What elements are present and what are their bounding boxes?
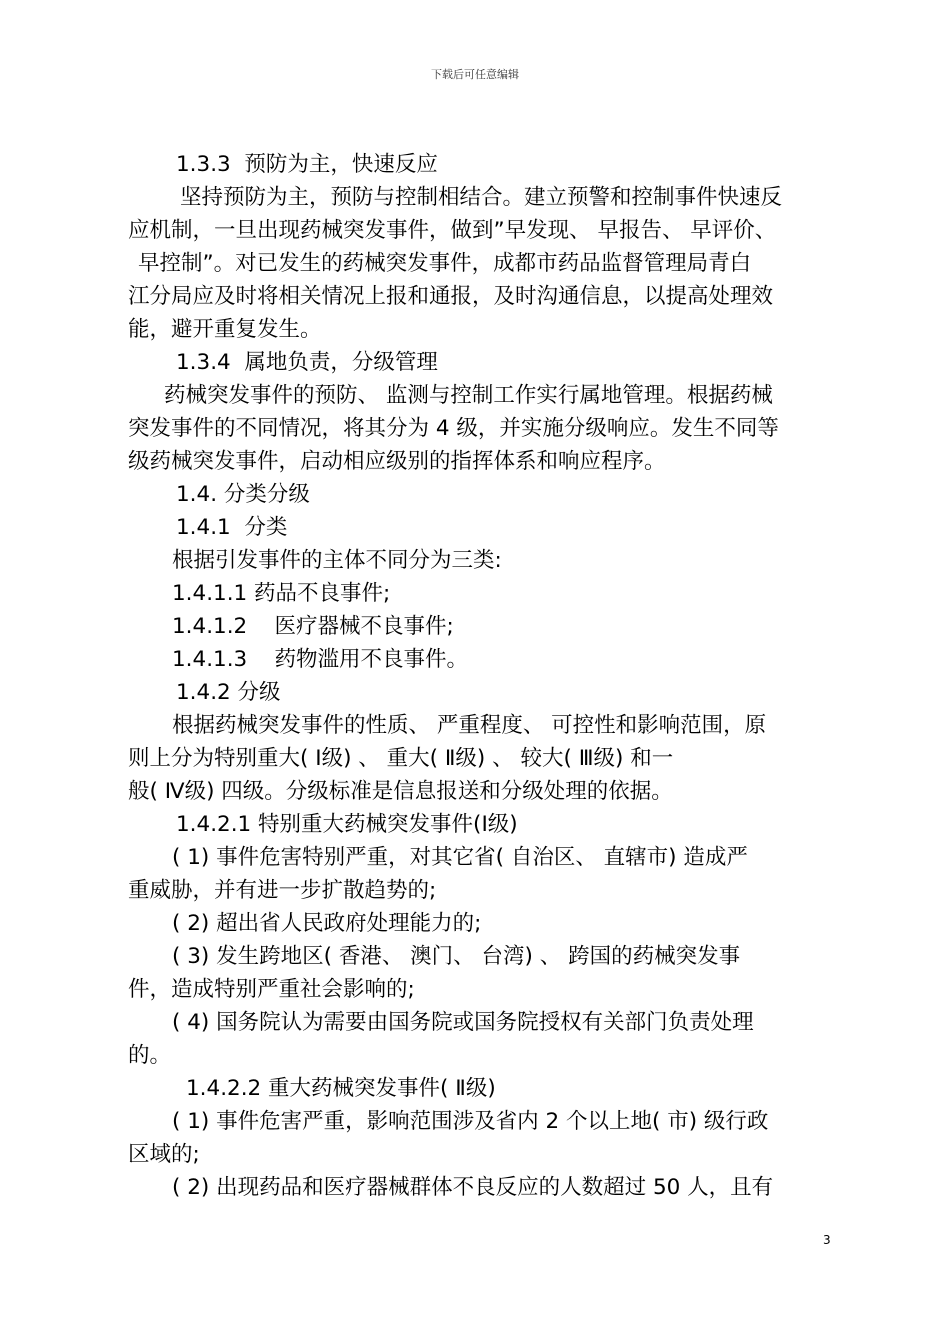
text-line: 1.4.1 分类 — [176, 515, 288, 540]
text-line: ( 3) 发生跨地区( 香港、 澳门、 台湾) 、 跨国的药械突发事 — [172, 944, 741, 969]
text-line: 早控制”。对已发生的药械突发事件，成都市药品监督管理局青白 — [138, 251, 752, 276]
text-line: 重威胁，并有进一步扩散趋势的; — [128, 878, 437, 903]
text-line: 1.3.4 属地负责，分级管理 — [176, 350, 438, 375]
document-body — [128, 148, 840, 1204]
text-line: 1.4.1.2 医疗器械不良事件; — [172, 614, 454, 639]
text-line: 则上分为特别重大( Ⅰ级) 、 重大( Ⅱ级) 、 较大( Ⅲ级) 和一 — [128, 746, 674, 771]
text-line: 1.4.1.1 药品不良事件; — [172, 581, 391, 606]
text-line: ( 1) 事件危害特别严重，对其它省( 自治区、 直辖市) 造成严 — [172, 845, 748, 870]
text-line: 根据引发事件的主体不同分为三类: — [172, 548, 502, 573]
text-line: 1.4.2 分级 — [176, 680, 281, 705]
text-line: 1.4.2.1 特别重大药械突发事件(Ⅰ级) — [176, 812, 518, 837]
text-line: 根据药械突发事件的性质、 严重程度、 可控性和影响范围，原 — [172, 713, 767, 738]
text-line: 1.4. 分类分级 — [176, 482, 310, 507]
text-line: 的。 — [128, 1043, 172, 1068]
text-line: 突发事件的不同情况，将其分为 4 级，并实施分级响应。发生不同等 — [128, 416, 779, 441]
text-line: 区域的; — [128, 1142, 200, 1167]
text-line: 江分局应及时将相关情况上报和通报，及时沟通信息，以提高处理效 — [128, 284, 774, 309]
page-header-note: 下载后可任意编辑 — [431, 68, 519, 81]
text-line: ( 2) 出现药品和医疗器械群体不良反应的人数超过 50 人，且有 — [172, 1175, 774, 1200]
text-line: ( 2) 超出省人民政府处理能力的; — [172, 911, 482, 936]
text-line: 件，造成特别严重社会影响的; — [128, 977, 415, 1002]
text-line: 坚持预防为主，预防与控制相结合。建立预警和控制事件快速反 — [180, 185, 783, 210]
text-line: 级药械突发事件，启动相应级别的指挥体系和响应程序。 — [128, 449, 666, 474]
text-line: 1.4.2.2 重大药械突发事件( Ⅱ级) — [186, 1076, 496, 1101]
text-line: ( 1) 事件危害严重，影响范围涉及省内 2 个以上地( 市) 级行政 — [172, 1109, 769, 1134]
text-line: 应机制，一旦出现药械突发事件，做到”早发现、 早报告、 早评价、 — [128, 218, 777, 243]
text-line: 般( Ⅳ级) 四级。分级标准是信息报送和分级处理的依据。 — [128, 779, 673, 804]
text-line: 药械突发事件的预防、 监测与控制工作实行属地管理。根据药械 — [164, 383, 773, 408]
page-number: 3 — [823, 1233, 831, 1247]
text-line: 能，避开重复发生。 — [128, 317, 322, 342]
text-line: ( 4) 国务院认为需要由国务院或国务院授权有关部门负责处理 — [172, 1010, 754, 1035]
text-line: 1.4.1.3 药物滥用不良事件。 — [172, 647, 469, 672]
text-line: 1.3.3 预防为主，快速反应 — [176, 152, 438, 177]
